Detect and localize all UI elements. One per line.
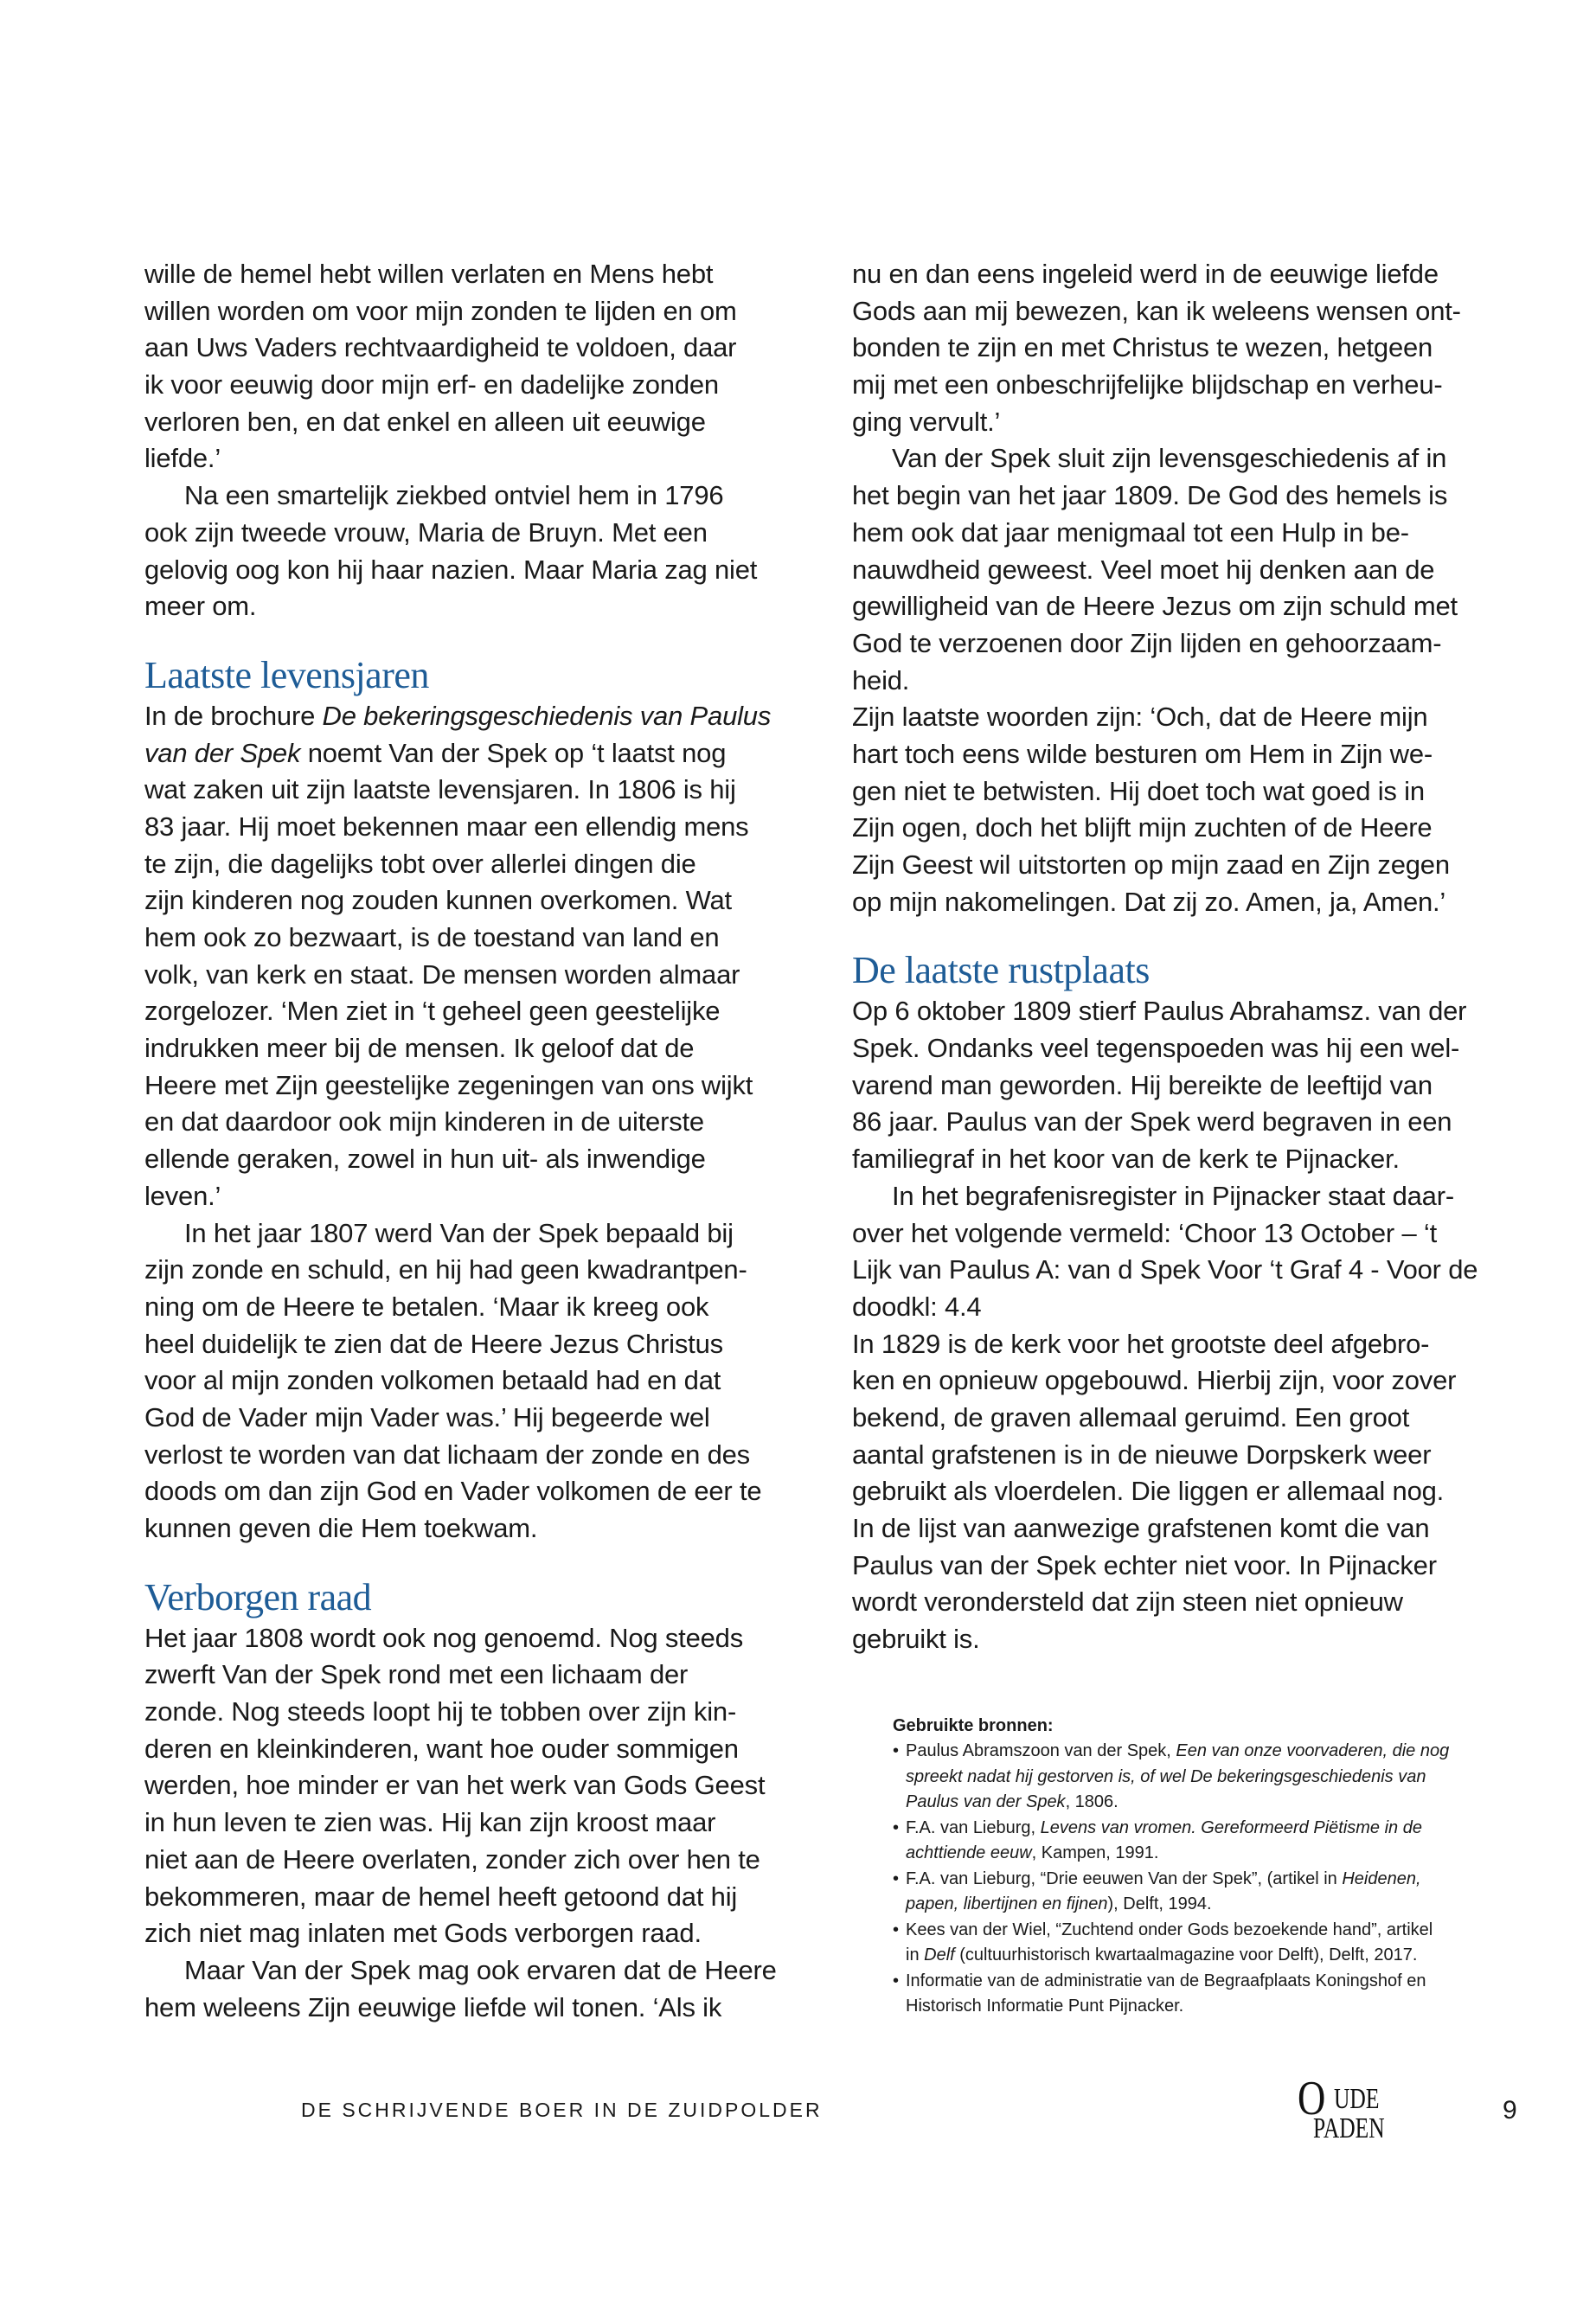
source-item [893,1918,1550,1969]
text-line: over het volgende vermeld: ‘Choor 13 October – ‘t [852,1217,1438,1248]
page-number: 9 [1503,2096,1517,2125]
text-segment: Historisch Informatie Punt Pijnacker. [906,1997,1184,2016]
text-line: nauwdheid geweest. Veel moet hij denken aan de [852,554,1435,585]
text-line: zorgelozer. ‘Men ziet in ‘t geheel geen geestelijke [144,996,721,1027]
text-line: werden, hoe minder er van het werk van Gods Geest [144,1770,766,1801]
left-column [144,256,836,2026]
text-segment: , Kampen, 1991. [1031,1843,1159,1862]
text-segment: Kees van der Wiel, “Zuchtend onder Gods bezoekende hand”, artikel [906,1920,1433,1939]
text-line: heel duidelijk te zien dat de Heere Jezus Christus [144,1328,723,1359]
text-line: hart toch eens wilde besturen om Hem in Zijn we- [852,738,1433,769]
text-line: aantal grafstenen is in de nieuwe Dorpskerk weer [852,1439,1432,1470]
text-line [893,1765,1550,1791]
text-line: gen niet te betwisten. Hij doet toch wat goed is in [852,775,1425,806]
text-line: 86 jaar. Paulus van der Spek werd begraven in een [852,1106,1452,1138]
text-line: bekend, de graven allemaal geruimd. Een groot [852,1401,1410,1433]
sources-box [893,1713,1550,2020]
text-line: zich niet mag inlaten met Gods verborgen raad. [144,1918,702,1949]
text-line [893,1943,1550,1969]
text-line: varend man geworden. Hij bereikte de leeftijd van [852,1069,1433,1100]
text-line [893,1790,1550,1816]
italic-title: papen, libertijnen en fijnen [906,1894,1108,1913]
running-title: DE SCHRIJVENDE BOER IN DE ZUIDPOLDER [301,2099,823,2121]
text-line: Gods aan mij bewezen, kan ik weleens wensen ont- [852,295,1461,326]
text-line: In het jaar 1807 werd Van der Spek bepaald bij [184,1217,734,1248]
text-line: hem weleens Zijn eeuwige liefde wil tonen. ‘Als ik [144,1991,722,2022]
text-segment: (cultuurhistorisch kwartaalmagazine voor Delft), Delft, 2017. [954,1945,1418,1965]
source-item [893,1739,1550,1816]
paragraph [144,256,836,478]
section-heading: Laatste levensjaren [144,653,429,696]
logo-o: O [1298,2072,1326,2125]
text-line: Heere met Zijn geestelijke zegeningen van ons wijkt [144,1069,753,1100]
text-line [893,1969,1550,1995]
italic-title: Een van onze voorvaderen, die nog [1176,1741,1450,1760]
text-line: ning om de Heere te betalen. ‘Maar ik kreeg ook [144,1291,709,1322]
text-line: Zijn Geest wil uitstorten op mijn zaad en Zijn zegen [852,849,1450,880]
italic-title: spreekt nadat hij gestorven is, of wel De bekeringsgeschiedenis van [906,1766,1426,1786]
text-line: Van der Spek sluit zijn levensgeschiedenis af in [892,443,1447,474]
section-heading: De laatste rustplaats [852,949,1150,992]
text-line: bonden te zijn en met Christus te wezen, hetgeen [852,332,1433,363]
text-line: zwerft Van der Spek rond met een lichaam der [144,1659,689,1690]
bullet: • [893,1920,900,1939]
text-line: ellende geraken, zowel in hun uit- als inwendige [144,1144,706,1175]
paragraph [144,698,836,1215]
text-line: hem ook zo bezwaart, is de toestand van land en [144,922,720,952]
text-line: in hun leven te zien was. Hij kan zijn kroost maar [144,1807,716,1838]
text-segment: ), Delft, 1994. [1107,1894,1212,1913]
text-line: In de lijst van aanwezige grafstenen komt die van [852,1513,1430,1543]
text-line: bekommeren, maar de hemel heeft getoond dat hij [144,1881,738,1912]
paragraph [852,440,1544,699]
text-segment: noemt Van der Spek op ‘t laatst nog [300,737,727,768]
text-line: Lijk van Paulus A: van d Spek Voor ‘t Graf 4 - Voor de [852,1254,1478,1285]
text-line: en dat daardoor ook mijn kinderen in de uiterste [144,1106,704,1138]
bullet: • [893,1741,900,1760]
text-line: niet aan de Heere overlaten, zonder zich over hen te [144,1843,760,1875]
section-heading: Verborgen raad [144,1575,372,1618]
source-item [893,1816,1550,1867]
paragraph [852,993,1544,1177]
text-line: ook zijn tweede vrouw, Maria de Bruyn. Met een [144,516,708,548]
italic-title: van der Spek [144,737,301,768]
text-line: familiegraf in het koor van de kerk te Pijnacker. [852,1144,1400,1175]
text-line [893,1816,1550,1842]
text-line: zijn kinderen nog zouden kunnen overkomen. Wat [144,885,732,916]
text-line: mij met een onbeschrijfelijke blijdschap en verheu- [852,369,1443,401]
text-segment: F.A. van Lieburg, [906,1817,1041,1837]
italic-title: Levens van vromen. Gereformeerd Piëtisme in de [1040,1817,1422,1837]
text-line: Na een smartelijk ziekbed ontviel hem in 1796 [184,480,724,511]
text-line: leven.’ [144,1180,221,1211]
paragraph [852,1178,1544,1326]
text-line: ging vervult.’ [852,406,1001,437]
oude-paden-logo [1298,2074,1436,2152]
text-line: In het begrafenisregister in Pijnacker staat daar- [892,1180,1454,1211]
text-line: kunnen geven die Hem toekwam. [144,1513,538,1543]
text-line: wille de hemel hebt willen verlaten en Mens hebt [144,259,714,289]
paragraph [144,1952,836,2026]
text-line: doodkl: 4.4 [852,1291,982,1322]
text-line: nu en dan eens ingeleid werd in de eeuwige liefde [852,259,1439,289]
text-line: 83 jaar. Hij moet bekennen maar een ellendig mens [144,811,749,842]
text-line [144,698,836,735]
sources-title: Gebruikte bronnen: [893,1716,1054,1735]
text-line: aan Uws Vaders rechtvaardigheid te voldoen, daar [144,332,737,363]
text-line [893,1994,1550,2020]
text-line: indrukken meer bij de mensen. Ik geloof dat de [144,1033,695,1064]
text-line: heid. [852,664,910,695]
bullet: • [893,1817,900,1837]
text-line: doods om dan zijn God en Vader volkomen de eer te [144,1476,762,1507]
italic-title: Paulus van der Spek [906,1792,1066,1811]
text-line: Spek. Ondanks veel tegenspoeden was hij een wel- [852,1033,1460,1064]
text-line: Zijn laatste woorden zijn: ‘Och, dat de Heere mijn [852,702,1428,733]
paragraph [144,1620,836,1952]
text-line: op mijn nakomelingen. Dat zij zo. Amen, ja, Amen.’ [852,886,1446,917]
text-segment: In de brochure [144,700,323,731]
logo-ude: UDE [1334,2083,1380,2115]
italic-title: achttiende eeuw [906,1843,1032,1862]
source-item [893,1969,1550,2020]
text-line [144,735,836,772]
paragraph [852,1326,1544,1658]
text-line: deren en kleinkinderen, want hoe ouder sommigen [144,1733,739,1764]
text-line: voor al mijn zonden volkomen betaald had en dat [144,1365,721,1396]
text-line: verloren ben, en dat enkel en alleen uit eeuwige [144,406,706,437]
text-line: God de Vader mijn Vader was.’ Hij begeerde wel [144,1401,710,1433]
bullet: • [893,1971,900,1990]
paragraph [852,256,1544,440]
text-line: God te verzoenen door Zijn lijden en gehoorzaam- [852,627,1442,658]
italic-title: Heidenen, [1342,1868,1421,1888]
text-line: te zijn, die dagelijks tobt over allerlei dingen die [144,848,696,879]
text-segment: F.A. van Lieburg, “Drie eeuwen Van der Spek”, (artikel in [906,1868,1343,1888]
bullet: • [893,1868,900,1888]
text-line: Maar Van der Spek mag ook ervaren dat de Heere [184,1954,777,1985]
text-line: verlost te worden van dat lichaam der zonde en des [144,1439,750,1470]
text-line: volk, van kerk en staat. De mensen worden almaar [144,958,740,990]
text-line: meer om. [144,591,257,622]
text-segment: , 1806. [1065,1792,1118,1811]
paragraph [852,699,1544,920]
text-line [893,1739,1550,1765]
text-line: zijn zonde en schuld, en hij had geen kwadrantpen- [144,1254,747,1285]
text-line: Op 6 oktober 1809 stierf Paulus Abrahamsz. van der [852,996,1467,1027]
text-line: gebruikt is. [852,1624,980,1655]
source-item [893,1867,1550,1918]
text-segment: Paulus Abramszoon van der Spek, [906,1741,1176,1760]
text-line: liefde.’ [144,443,221,474]
text-line [893,1867,1550,1893]
text-line: wat zaken uit zijn laatste levensjaren. In 1806 is hij [144,774,736,805]
text-line: In 1829 is de kerk voor het grootste deel afgebro- [852,1328,1430,1359]
text-line: willen worden om voor mijn zonden te lijden en om [144,295,737,326]
text-segment: in [906,1945,925,1965]
text-line: Het jaar 1808 wordt ook nog genoemd. Nog steeds [144,1622,743,1653]
text-line: ken en opnieuw opgebouwd. Hierbij zijn, voor zover [852,1365,1457,1396]
text-line [893,1841,1550,1867]
text-line: Paulus van der Spek echter niet voor. In Pijnacker [852,1549,1437,1580]
paragraph [144,1215,836,1548]
text-line: gebruikt als vloerdelen. Die liggen er allemaal nog. [852,1476,1445,1507]
text-line: wordt verondersteld dat zijn steen niet opnieuw [852,1586,1403,1618]
text-segment: Informatie van de administratie van de Begraafplaats Koningshof en [906,1971,1426,1990]
text-line: hem ook dat jaar menigmaal tot een Hulp in be- [852,516,1409,548]
text-line [893,1918,1550,1944]
right-column [852,256,1544,1658]
logo-paden: PADEN [1313,2112,1385,2144]
italic-title: Delf [924,1945,955,1965]
text-line: ik voor eeuwig door mijn erf- en dadelijke zonden [144,369,719,401]
italic-title: De bekeringsgeschiedenis van Paulus [322,700,772,731]
text-line: zonde. Nog steeds loopt hij te tobben over zijn kin- [144,1696,737,1727]
text-line: gelovig oog kon hij haar nazien. Maar Maria zag niet [144,554,758,585]
text-line: Zijn ogen, doch het blijft mijn zuchten of de Heere [852,812,1433,843]
text-line: gewilligheid van de Heere Jezus om zijn schuld met [852,591,1458,622]
text-line [893,1892,1550,1918]
text-line: het begin van het jaar 1809. De God des hemels is [852,480,1448,511]
paragraph [144,478,836,625]
